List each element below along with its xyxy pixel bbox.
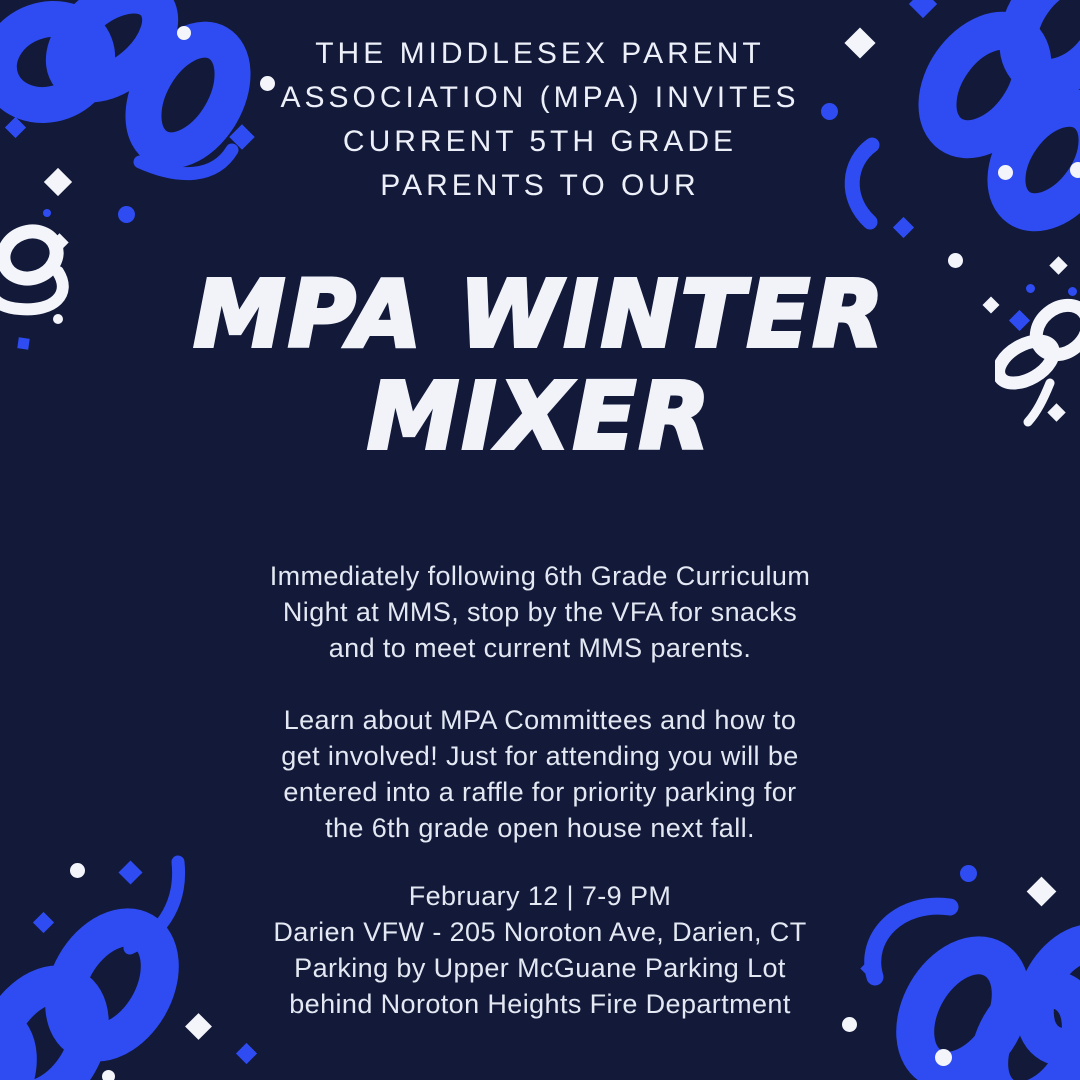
paragraph-line: the 6th grade open house next fall.: [325, 813, 755, 843]
confetti-dot-icon: [70, 863, 85, 878]
confetti-dot-icon: [43, 209, 51, 217]
confetti-diamond-icon: [1027, 877, 1057, 907]
invitation-line: ASSOCIATION (MPA) INVITES: [280, 81, 800, 114]
invitation-line: CURRENT 5TH GRADE: [342, 125, 738, 158]
parking-note-line: behind Noroton Heights Fire Department: [289, 989, 791, 1019]
event-date-time: February 12 | 7-9 PM: [408, 881, 672, 911]
confetti-dot-icon: [102, 1070, 115, 1080]
parking-note-line: Parking by Upper McGuane Parking Lot: [294, 953, 786, 983]
invitation-header: [0, 32, 1080, 208]
confetti-dot-icon: [960, 865, 977, 882]
confetti-diamond-icon: [33, 912, 54, 933]
invitation-line: THE MIDDLESEX PARENT: [315, 37, 765, 70]
confetti-diamond-icon: [236, 1043, 257, 1064]
paragraph-line: get involved! Just for attending you will be: [281, 741, 799, 771]
confetti-diamond-icon: [893, 217, 914, 238]
confetti-diamond-icon: [50, 233, 68, 251]
event-description: [140, 558, 940, 846]
invitation-line: PARENTS TO OUR: [380, 169, 700, 202]
confetti-diamond-icon: [909, 0, 937, 18]
confetti-diamond-icon: [118, 860, 142, 884]
event-title-line: MPA WINTER: [193, 261, 887, 368]
paragraph-line: and to meet current MMS parents.: [328, 633, 752, 663]
confetti-dot-icon: [118, 206, 135, 223]
event-title-line: MIXER: [367, 363, 713, 470]
paragraph-line: Night at MMS, stop by the VFA for snacks: [282, 597, 798, 627]
event-location: Darien VFW - 205 Noroton Ave, Darien, CT: [273, 917, 807, 947]
confetti-dot-icon: [935, 1049, 952, 1066]
paragraph-line: entered into a raffle for priority parking for: [283, 777, 797, 807]
event-title: [0, 261, 1080, 470]
paragraph-line: Immediately following 6th Grade Curriculum: [269, 561, 811, 591]
paragraph-line: Learn about MPA Committees and how to: [283, 705, 797, 735]
event-details: [140, 878, 940, 1022]
